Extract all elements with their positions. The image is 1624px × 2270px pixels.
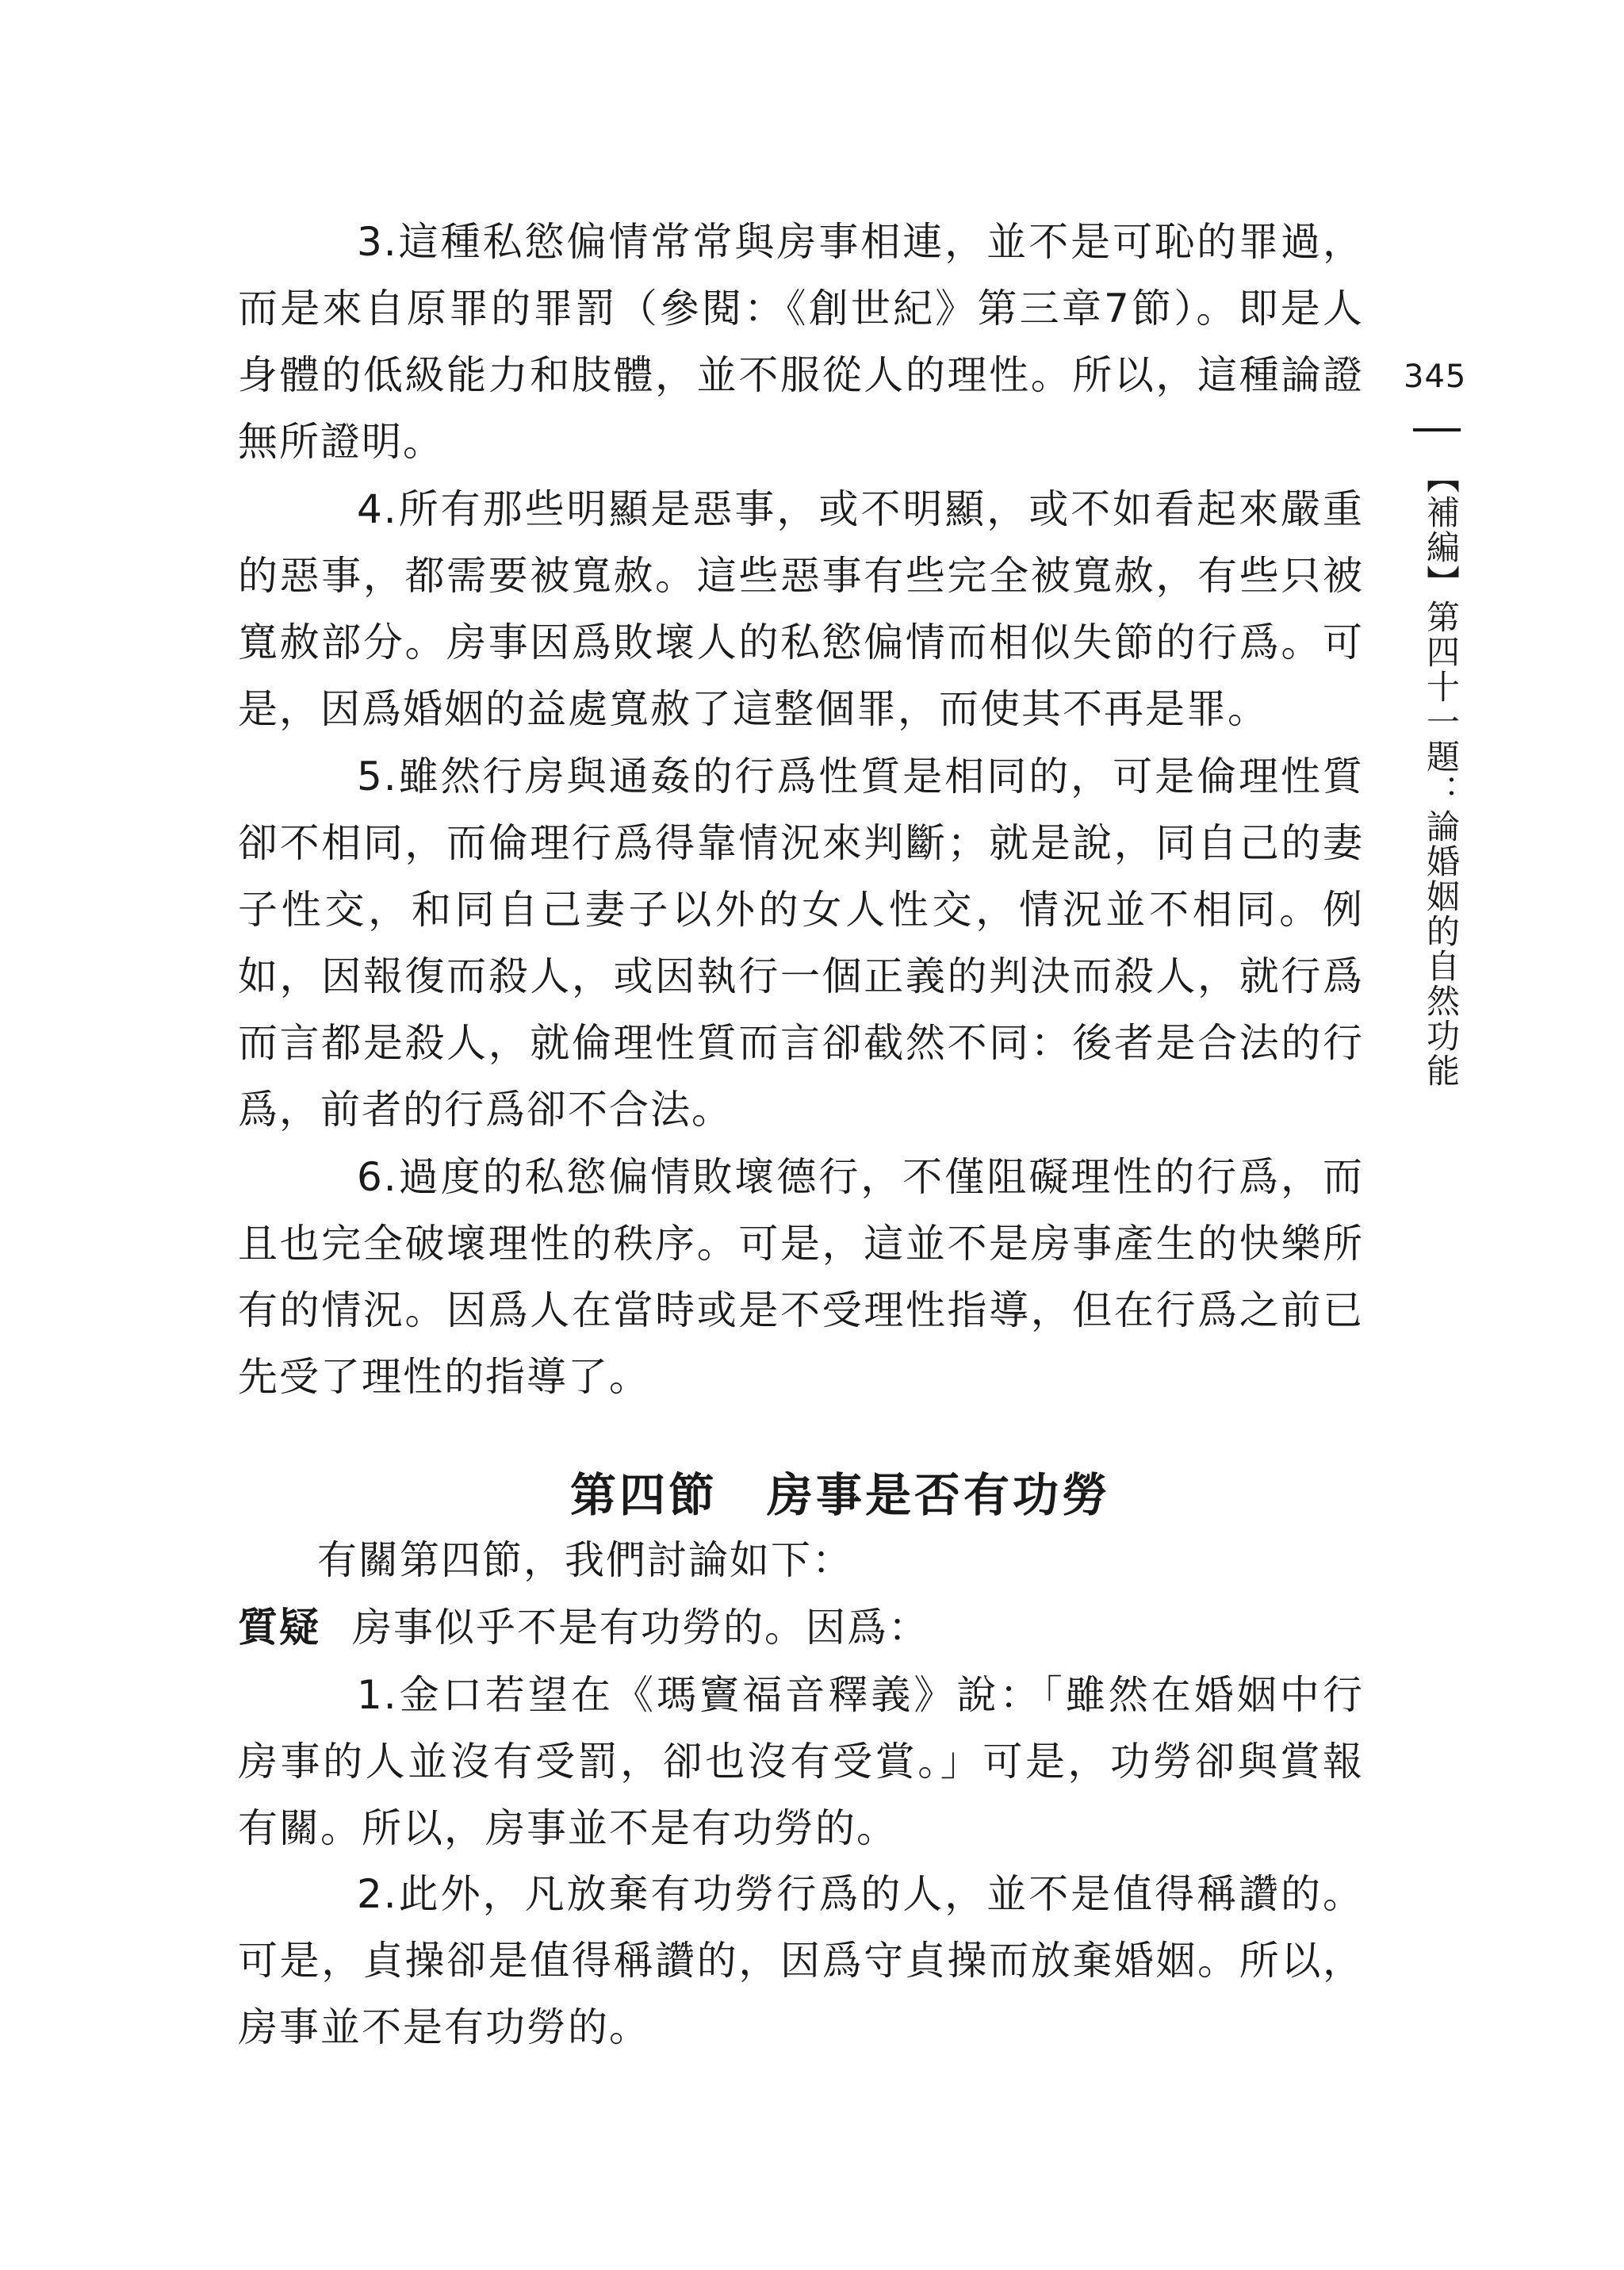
objection-line — [238, 1594, 1364, 1661]
paragraph-reply-6: 6.過度的私慾偏情敗壞德行，不僅阻礙理性的行爲，而且也完全破壞理性的秩序。可是，這並不是房事產生的快樂所有的情況。因爲人在當時或是不受理性指導，但在行爲之前已先受了理性的指導了。 — [238, 1154, 1364, 1400]
paragraph-reply-3: 3.這種私慾偏情常常與房事相連，並不是可恥的罪過，而是來自原罪的罪罰（參閱：《創世紀》第三章7節）。即是人身體的低級能力和肢體，並不服從人的理性。所以，這種論證無所證明。 — [238, 219, 1364, 465]
objection-2: 2.此外，凡放棄有功勞行爲的人，並不是值得稱讚的。可是，貞操卻是值得稱讚的，因爲守貞操而放棄婚姻。所以，房事並不是有功勞的。 — [238, 1871, 1364, 2050]
objection-1: 1.金口若望在《瑪竇福音釋義》說：「雖然在婚姻中行房事的人並沒有受罰，卻也沒有受賞。」可是，功勞卻與賞報有關。所以，房事並不是有功勞的。 — [238, 1672, 1364, 1851]
running-head-rule — [1413, 428, 1461, 431]
paragraph-reply-4: 4.所有那些明顯是惡事，或不明顯，或不如看起來嚴重的惡事，都需要被寬赦。這些惡事有些完全被寬赦，有些只被寬赦部分。房事因爲敗壞人的私慾偏情而相似失節的行爲。可是，因爲婚姻的益處寬赦了這整個罪，而使其不再是罪。 — [238, 486, 1364, 732]
page-number: 345 — [1404, 359, 1467, 395]
section-intro: 有關第四節，我們討論如下： — [317, 1537, 853, 1583]
objection-text: 房事似乎不是有功勞的。因爲： — [352, 1605, 929, 1651]
section-title: 第四節 房事是否有功勞 — [569, 1468, 1111, 1522]
running-head: 【補編】第四十一題：論婚姻的自然功能 — [1422, 460, 1461, 1088]
objection-label: 質疑 — [238, 1604, 320, 1651]
paragraph-reply-5: 5.雖然行房與通姦的行爲性質是相同的，可是倫理性質卻不相同，而倫理行爲得靠情況來判斷；就是說，同自己的妻子性交，和同自己妻子以外的女人性交，情況並不相同。例如，因報復而殺人，或因執行一個正義的判決而殺人，就行爲而言都是殺人，就倫理性質而言卻截然不同：後者是合法的行爲，前者的行爲卻不合法。 — [238, 753, 1364, 1133]
